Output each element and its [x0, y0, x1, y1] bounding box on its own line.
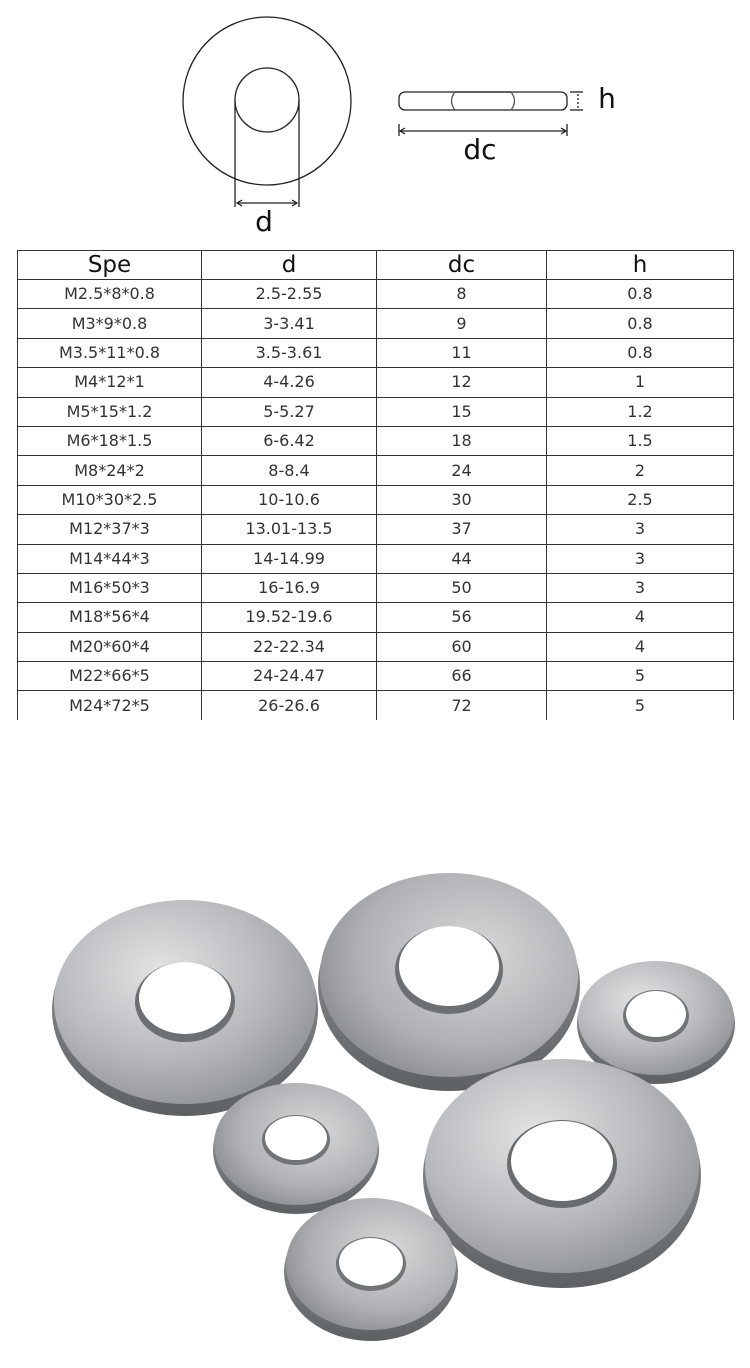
cell-dc: 56	[377, 603, 547, 632]
cell-h: 1	[547, 368, 734, 397]
cell-dc: 37	[377, 515, 547, 544]
table-row	[18, 544, 734, 573]
washer-large-left	[52, 900, 318, 1116]
cell-spe: M4*12*1	[18, 368, 202, 397]
cell-dc: 72	[377, 691, 547, 720]
cell-dc: 12	[377, 368, 547, 397]
cell-d: 3-3.41	[202, 309, 377, 338]
cell-spe: M5*15*1.2	[18, 397, 202, 426]
cell-h: 0.8	[547, 280, 734, 309]
cell-d: 2.5-2.55	[202, 280, 377, 309]
cell-h: 3	[547, 544, 734, 573]
cell-h: 3	[547, 573, 734, 602]
cell-h: 0.8	[547, 309, 734, 338]
outer-circle	[183, 17, 351, 185]
cell-dc: 15	[377, 397, 547, 426]
washer-side-view	[399, 92, 583, 136]
washer-large-center	[318, 873, 580, 1091]
table-row	[18, 368, 734, 397]
cell-spe: M18*56*4	[18, 603, 202, 632]
cell-spe: M8*24*2	[18, 456, 202, 485]
cell-dc: 24	[377, 456, 547, 485]
cell-d: 10-10.6	[202, 485, 377, 514]
cell-d: 24-24.47	[202, 662, 377, 691]
cell-h: 1.5	[547, 426, 734, 455]
cell-d: 19.52-19.6	[202, 603, 377, 632]
washer-diagram	[0, 0, 750, 245]
table-row	[18, 338, 734, 367]
cell-h: 0.8	[547, 338, 734, 367]
washers-photo	[0, 860, 750, 1368]
cell-d: 22-22.34	[202, 632, 377, 661]
cell-h: 5	[547, 662, 734, 691]
side-hole	[452, 92, 515, 110]
table-row	[18, 603, 734, 632]
cell-dc: 11	[377, 338, 547, 367]
header-dc: dc	[377, 251, 547, 280]
cell-d: 14-14.99	[202, 544, 377, 573]
cell-spe: M24*72*5	[18, 691, 202, 720]
header-row	[18, 251, 734, 280]
table-row	[18, 691, 734, 720]
cell-h: 4	[547, 632, 734, 661]
header-d: d	[202, 251, 377, 280]
cell-spe: M22*66*5	[18, 662, 202, 691]
cell-d: 26-26.6	[202, 691, 377, 720]
cell-spe: M12*37*3	[18, 515, 202, 544]
label-dc: dc	[463, 133, 497, 166]
cell-dc: 44	[377, 544, 547, 573]
table-row	[18, 632, 734, 661]
table-row	[18, 573, 734, 602]
table-row	[18, 456, 734, 485]
cell-spe: M20*60*4	[18, 632, 202, 661]
cell-h: 5	[547, 691, 734, 720]
table-row	[18, 485, 734, 514]
cell-dc: 30	[377, 485, 547, 514]
cell-d: 6-6.42	[202, 426, 377, 455]
cell-d: 16-16.9	[202, 573, 377, 602]
inner-circle	[235, 68, 299, 132]
cell-spe: M3*9*0.8	[18, 309, 202, 338]
washer-small-left	[213, 1083, 379, 1214]
cell-d: 8-8.4	[202, 456, 377, 485]
cell-spe: M16*50*3	[18, 573, 202, 602]
cell-spe: M6*18*1.5	[18, 426, 202, 455]
cell-h: 2	[547, 456, 734, 485]
cell-d: 13.01-13.5	[202, 515, 377, 544]
cell-dc: 9	[377, 309, 547, 338]
cell-d: 4-4.26	[202, 368, 377, 397]
table-row	[18, 280, 734, 309]
washer-top-view	[183, 17, 351, 207]
cell-dc: 8	[377, 280, 547, 309]
cell-dc: 66	[377, 662, 547, 691]
cell-d: 3.5-3.61	[202, 338, 377, 367]
table-row	[18, 397, 734, 426]
washer-large-right	[423, 1059, 701, 1288]
header-h: h	[547, 251, 734, 280]
table-row	[18, 426, 734, 455]
label-h: h	[598, 82, 616, 115]
cell-dc: 60	[377, 632, 547, 661]
label-d: d	[255, 205, 273, 238]
cell-dc: 18	[377, 426, 547, 455]
cell-h: 3	[547, 515, 734, 544]
cell-dc: 50	[377, 573, 547, 602]
table-row	[18, 515, 734, 544]
cell-h: 4	[547, 603, 734, 632]
side-profile	[399, 92, 567, 110]
header-spe: Spe	[18, 251, 202, 280]
spec-table	[17, 250, 734, 720]
cell-h: 1.2	[547, 397, 734, 426]
cell-d: 5-5.27	[202, 397, 377, 426]
cell-h: 2.5	[547, 485, 734, 514]
table-row	[18, 309, 734, 338]
cell-spe: M2.5*8*0.8	[18, 280, 202, 309]
cell-spe: M3.5*11*0.8	[18, 338, 202, 367]
cell-spe: M10*30*2.5	[18, 485, 202, 514]
cell-spe: M14*44*3	[18, 544, 202, 573]
table-row	[18, 662, 734, 691]
washer-small-bottom	[284, 1198, 458, 1341]
